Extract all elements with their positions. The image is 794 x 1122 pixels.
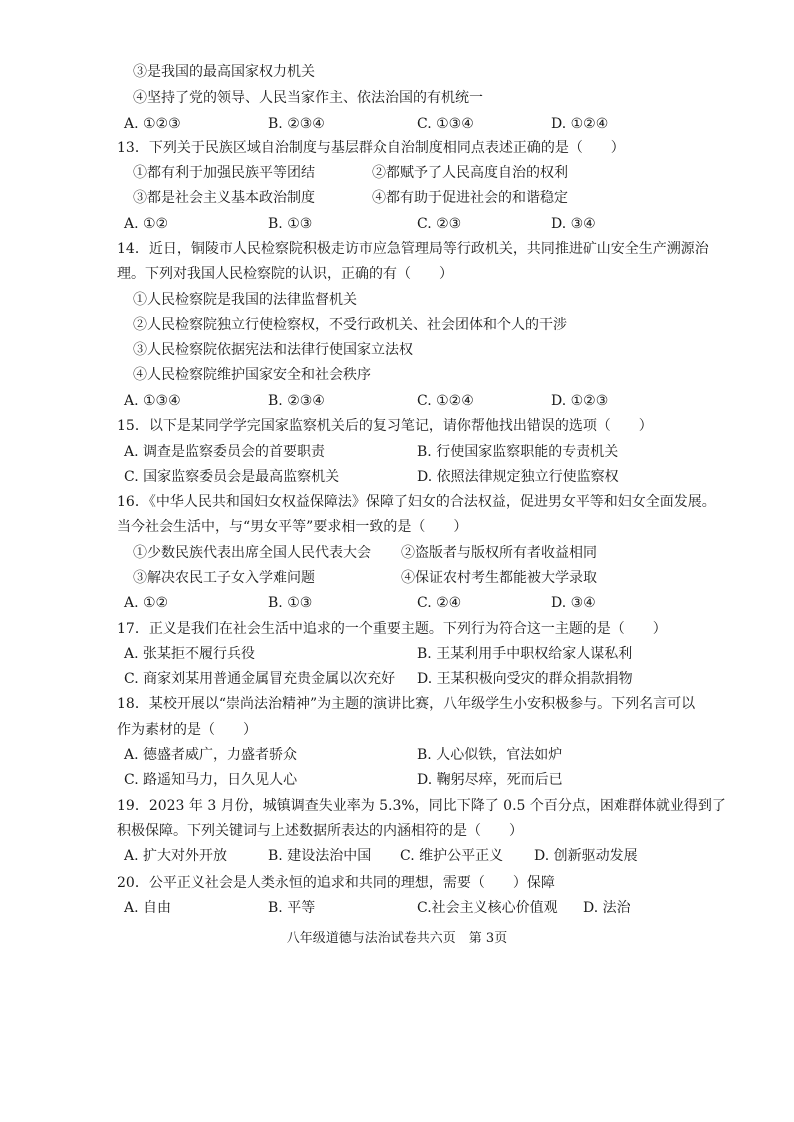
- q13-option-c: C. ②③: [417, 216, 462, 232]
- q13-stem: 13．下列关于民族区域自治制度与基层群众自治制度相同点表述正确的是（ ）: [117, 140, 625, 156]
- q16-item-4: ④保证农村考生都能被大学录取: [401, 570, 597, 586]
- q14-option-b: B. ②③④: [268, 393, 325, 409]
- q14-option-a: A. ①③④: [124, 393, 181, 409]
- q17-option-d: D. 王某积极向受灾的群众捐款捐物: [417, 671, 633, 687]
- q13-item-4: ④都有助于促进社会的和谐稳定: [372, 190, 568, 206]
- q14-item-1: ①人民检察院是我国的法律监督机关: [133, 292, 357, 308]
- q19-option-b: B. 建设法治中国: [268, 848, 372, 864]
- q13-item-3: ③都是社会主义基本政治制度: [133, 190, 315, 206]
- q14-stem-2: 理。下列对我国人民检察院的认识，正确的有（ ）: [117, 266, 453, 282]
- prev-option-b: B. ②③④: [268, 116, 325, 132]
- q16-item-2: ②盗版者与版权所有者收益相同: [401, 545, 597, 561]
- q16-item-3: ③解决农民工子女入学难问题: [133, 570, 315, 586]
- q14-stem-1: 14．近日，铜陵市人民检察院积极走访市应急管理局等行政机关，共同推进矿山安全生产溯源治: [117, 241, 709, 257]
- q15-option-b: B. 行使国家监察职能的专责机关: [417, 444, 619, 460]
- q16-stem-2: 当今社会生活中，与“男女平等”要求相一致的是（ ）: [117, 519, 468, 535]
- q19-option-c: C. 维护公平正义: [400, 848, 504, 864]
- q18-stem-1: 18．某校开展以“崇尚法治精神”为主题的演讲比赛，八年级学生小安积极参与。下列名言可以: [117, 696, 696, 712]
- q13-option-d: D. ③④: [551, 216, 596, 232]
- q20-option-d: D. 法治: [583, 900, 631, 916]
- q17-option-c: C. 商家刘某用普通金属冒充贵金属以次充好: [124, 671, 396, 687]
- q17-option-a: A. 张某拒不履行兵役: [124, 646, 256, 662]
- q18-option-b: B. 人心似铁，官法如炉: [417, 747, 563, 763]
- q20-option-a: A. 自由: [124, 900, 172, 916]
- q18-option-c: C. 路遥知马力，日久见人心: [124, 772, 298, 788]
- q15-option-a: A. 调查是监察委员会的首要职责: [124, 444, 326, 460]
- q13-option-a: A. ①②: [124, 216, 169, 232]
- q13-item-1: ①都有利于加强民族平等团结: [133, 165, 315, 181]
- q14-item-3: ③人民检察院依据宪法和法律行使国家立法权: [133, 342, 413, 358]
- q13-item-2: ②都赋予了人民高度自治的权利: [372, 165, 568, 181]
- q17-option-b: B. 王某利用手中职权给家人谋私利: [417, 646, 633, 662]
- q16-option-a: A. ①②: [124, 595, 169, 611]
- prev-option-a: A. ①②③: [124, 116, 181, 132]
- q20-option-b: B. 平等: [268, 900, 316, 916]
- q15-stem: 15．以下是某同学学完国家监察机关后的复习笔记，请你帮他找出错误的选项（ ）: [117, 418, 653, 434]
- q15-option-c: C. 国家监察委员会是最高监察机关: [124, 469, 340, 485]
- q16-option-c: C. ②④: [417, 595, 462, 611]
- q18-option-d: D. 鞠躬尽瘁，死而后已: [417, 772, 563, 788]
- q20-option-c: C.社会主义核心价值观: [417, 900, 558, 916]
- q16-option-b: B. ①③: [268, 595, 313, 611]
- q14-item-4: ④人民检察院维护国家安全和社会秩序: [133, 367, 371, 383]
- prev-item-3: ③是我国的最高国家权力机关: [133, 64, 315, 80]
- q20-stem: 20．公平正义社会是人类永恒的追求和共同的理想，需要（ ）保障: [117, 875, 555, 891]
- q14-item-2: ②人民检察院独立行使检察权，不受行政机关、社会团体和个人的干涉: [133, 317, 567, 333]
- q16-item-1: ①少数民族代表出席全国人民代表大会: [133, 545, 371, 561]
- page-footer: 八年级道德与法治试卷共六页 第 3页: [286, 931, 508, 946]
- q19-stem-2: 积极保障。下列关键词与上述数据所表达的内涵相符的是（ ）: [117, 823, 523, 839]
- q19-stem-1: 19．2023 年 3 月份，城镇调查失业率为 5.3%，同比下降了 0.5 个百分点，困难群体就业得到了: [117, 798, 726, 814]
- q16-stem-1: 16．《中华人民共和国妇女权益保障法》保障了妇女的合法权益，促进男女平等和妇女全面发展。: [117, 494, 716, 510]
- prev-option-d: D. ①②④: [551, 116, 609, 132]
- q14-option-d: D. ①②③: [551, 393, 609, 409]
- q18-stem-2: 作为素材的是（ ）: [117, 722, 257, 738]
- q19-option-a: A. 扩大对外开放: [124, 848, 228, 864]
- q19-option-d: D. 创新驱动发展: [534, 848, 638, 864]
- q17-stem: 17．正义是我们在社会生活中追求的一个重要主题。下列行为符合这一主题的是（ ）: [117, 621, 667, 637]
- q13-option-b: B. ①③: [268, 216, 313, 232]
- prev-item-4: ④坚持了党的领导、人民当家作主、依法治国的有机统一: [133, 90, 483, 106]
- q14-option-c: C. ①②④: [417, 393, 474, 409]
- q16-option-d: D. ③④: [551, 595, 596, 611]
- q18-option-a: A. 德盛者威广，力盛者骄众: [124, 747, 298, 763]
- q15-option-d: D. 依照法律规定独立行使监察权: [417, 469, 619, 485]
- prev-option-c: C. ①③④: [417, 116, 474, 132]
